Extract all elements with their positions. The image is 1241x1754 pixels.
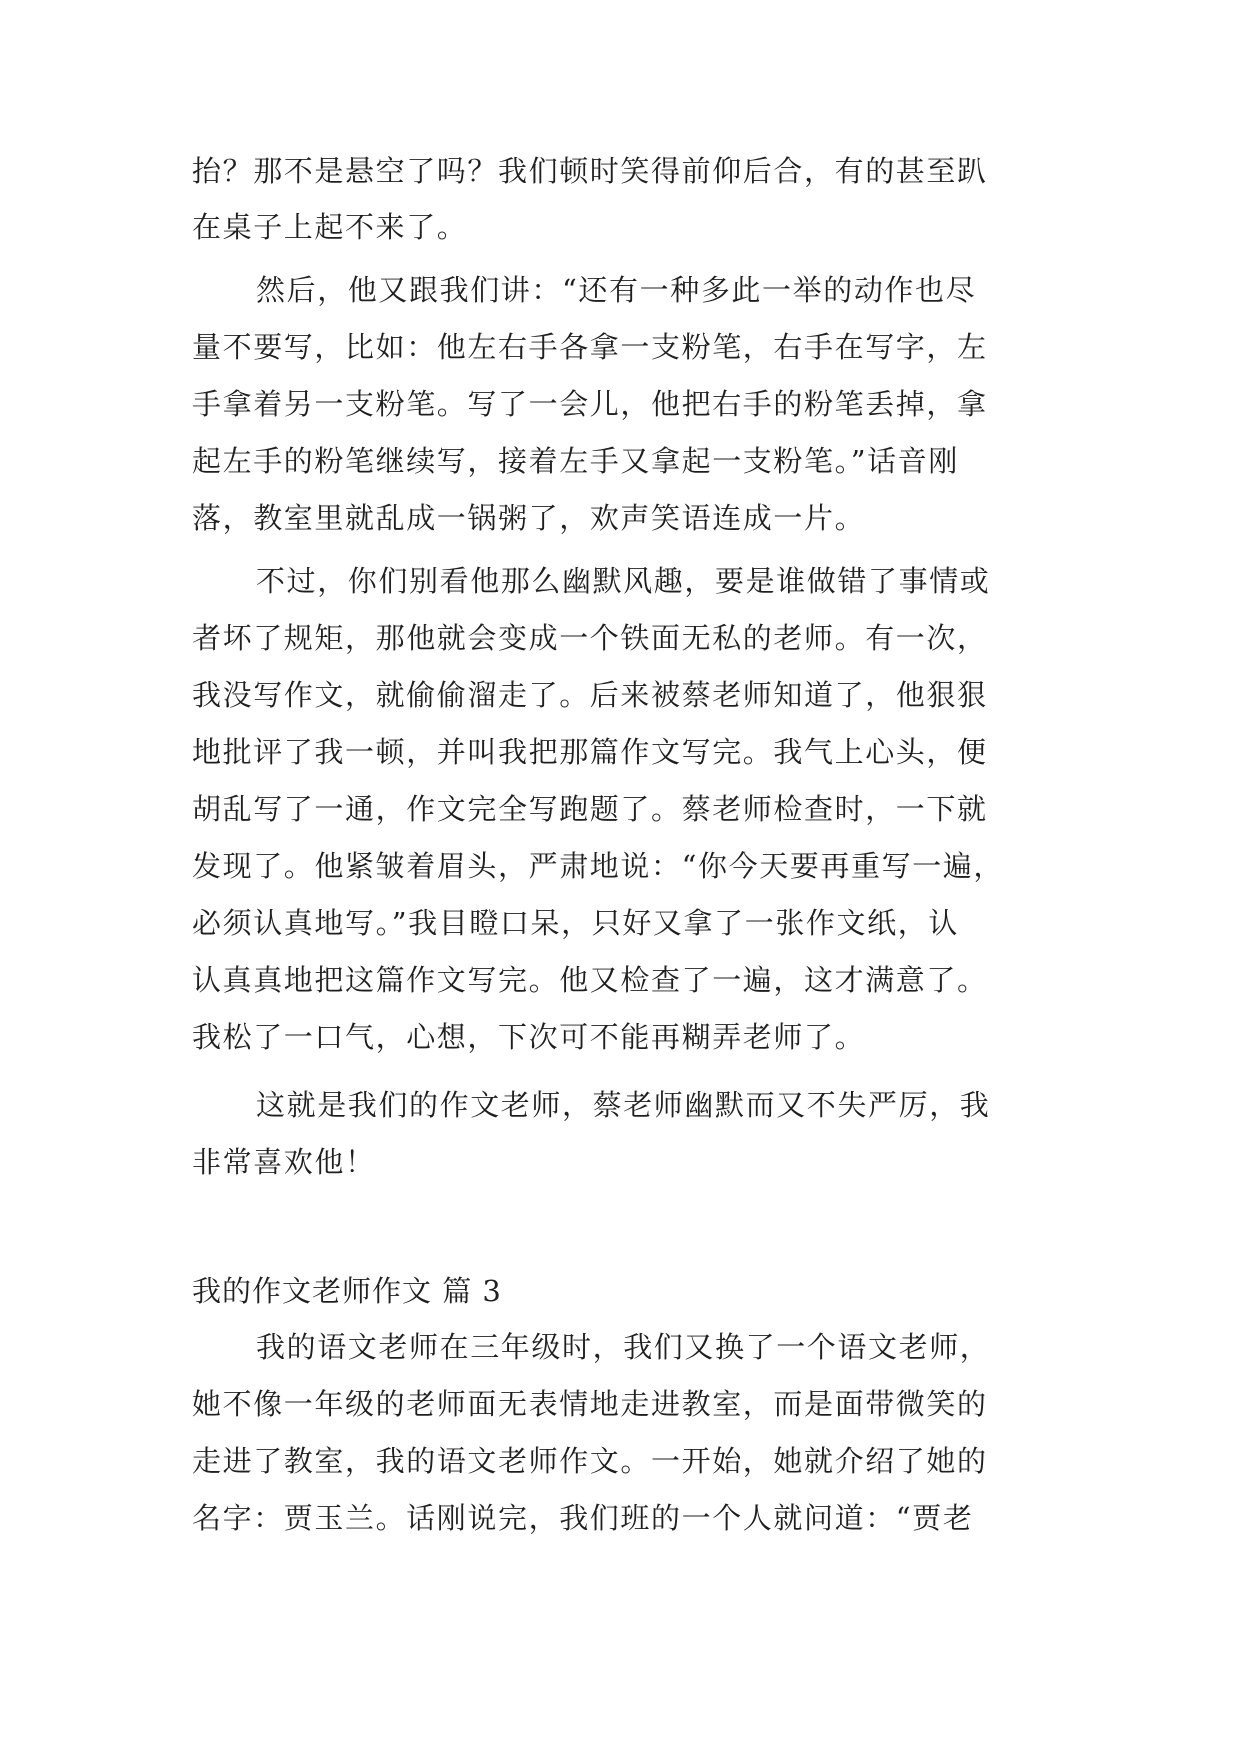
text-line: 我松了一口气，心想，下次可不能再糊弄老师了。 [192, 1020, 866, 1054]
text-line: 落，教室里就乱成一锅粥了，欢声笑语连成一片。 [192, 501, 866, 535]
text-line: 走进了教室，我的语文老师作文。一开始，她就介绍了她的 [192, 1444, 988, 1478]
text-line: 然后，他又跟我们讲：“还有一种多此一举的动作也尽 [256, 273, 977, 307]
text-line: 者坏了规矩，那他就会变成一个铁面无私的老师。有一次， [192, 621, 988, 655]
text-line: 我的语文老师在三年级时，我们又换了一个语文老师， [256, 1330, 991, 1364]
text-line: 非常喜欢他！ [192, 1145, 376, 1179]
text-line: 发现了。他紧皱着眉头，严肃地说：“你今天要再重写一遍， [192, 849, 1005, 883]
text-line: 量不要写，比如：他左右手各拿一支粉笔，右手在写字，左 [192, 330, 988, 364]
text-line: 抬？那不是悬空了吗？我们顿时笑得前仰后合，有的甚至趴 [192, 154, 988, 188]
text-line: 起左手的粉笔继续写，接着左手又拿起一支粉笔。”话音刚 [192, 444, 959, 478]
text-line: 她不像一年级的老师面无表情地走进教室，而是面带微笑的 [192, 1387, 988, 1421]
text-line: 在桌子上起不来了。 [192, 210, 468, 244]
text-line: 名字：贾玉兰。话刚说完，我们班的一个人就问道：“贾老 [192, 1501, 974, 1535]
text-line: 手拿着另一支粉笔。写了一会儿，他把右手的粉笔丢掉，拿 [192, 387, 988, 421]
text-line: 胡乱写了一通，作文完全写跑题了。蔡老师检查时，一下就 [192, 792, 988, 826]
text-line: 这就是我们的作文老师，蔡老师幽默而又不失严厉，我 [256, 1088, 991, 1122]
text-line: 不过，你们别看他那么幽默风趣，要是谁做错了事情或 [256, 564, 991, 598]
section-heading: 我的作文老师作文 篇 3 [192, 1274, 502, 1308]
text-line: 认真真地把这篇作文写完。他又检查了一遍，这才满意了。 [192, 963, 988, 997]
text-line: 必须认真地写。”我目瞪口呆，只好又拿了一张作文纸，认 [192, 906, 959, 940]
text-line: 地批评了我一顿，并叫我把那篇作文写完。我气上心头，便 [192, 735, 988, 769]
text-line: 我没写作文，就偷偷溜走了。后来被蔡老师知道了，他狠狠 [192, 678, 988, 712]
